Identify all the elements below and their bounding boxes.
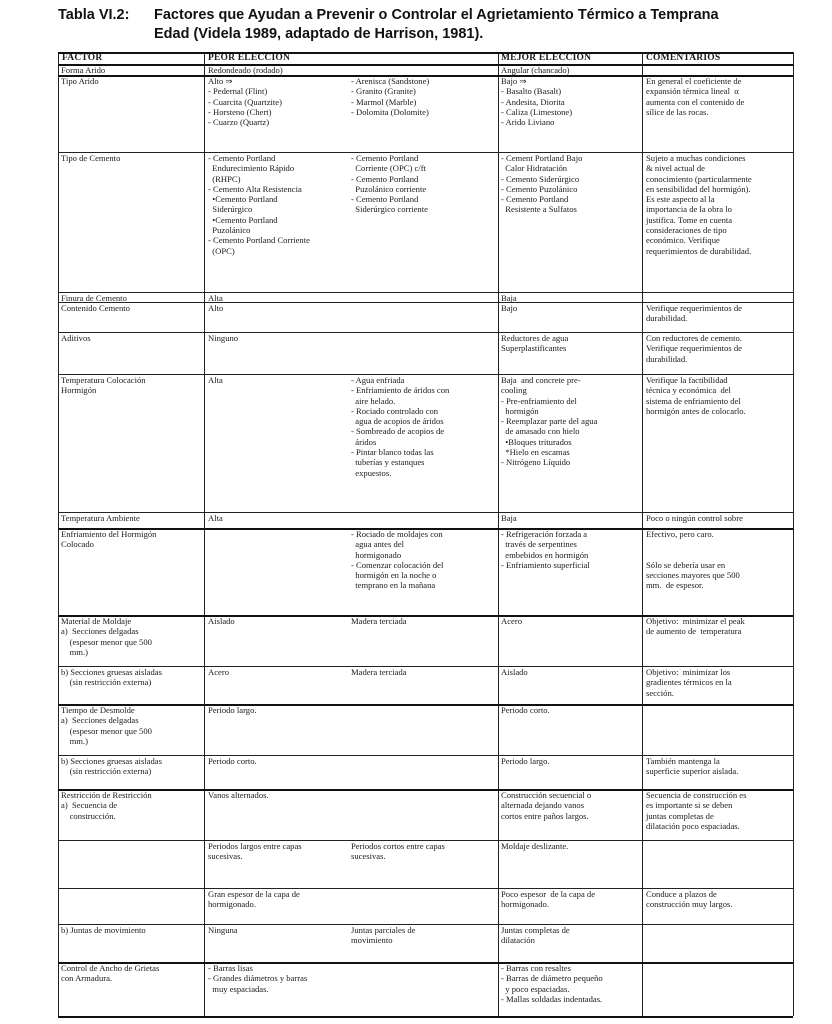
cell-coment: Poco o ningún control sobre [646, 513, 743, 523]
cell-peor2: - Agua enfriada - Enfriamiento de áridos con aire helado. - Rociado controlado con agua de acopios de áridos - Sombreado de acopios de áridos - Pintar blanco todas las tuberías y estanques expuestos. [351, 375, 450, 478]
cell-peor: Alta [208, 513, 223, 523]
cell-mejor: - Barras con resaltes - Barras de diámetro pequeño y poco espaciadas. - Mallas soldadas indentadas. [501, 963, 603, 1004]
cell-peor2: Madera terciada [351, 667, 407, 677]
cell-coment: Efectivo, pero caro. Sólo se debería usar en secciones mayores que 500 mm. de espesor. [646, 529, 740, 591]
column-divider [58, 52, 59, 1016]
header-mejor: MEJOR ELECCION [501, 53, 592, 63]
cell-mejor: Acero [501, 616, 522, 626]
cell-peor: Periodo corto. [208, 756, 257, 766]
row-divider [58, 704, 793, 706]
cell-peor: Alto ⇒ - Pedernal (Flint) - Cuarcita (Quartzite) - Horsteno (Chert) - Cuarzo (Quartz) [208, 76, 282, 128]
row-divider [58, 52, 793, 54]
cell-mejor: Baja [501, 513, 517, 523]
header-peor: PEOR ELECCION [208, 53, 291, 63]
cell-coment: Con reductores de cemento. Verifique requerimientos de durabilidad. [646, 333, 742, 364]
cell-mejor: Aislado [501, 667, 528, 677]
cell-peor: Alta [208, 293, 223, 303]
cell-peor: Acero [208, 667, 229, 677]
cell-mejor: Bajo [501, 303, 518, 313]
cell-peor: Periodo largo. [208, 705, 257, 715]
cell-peor: - Cemento Portland Endurecimiento Rápido (RHPC) - Cemento Alta Resistencia •Cemento Portland Siderúrgico •Cemento Portland Puzolánico - Cemento Portland Corriente (OPC) [208, 153, 310, 256]
column-divider [204, 52, 205, 1016]
cell-factor: Finura de Cemento [61, 293, 127, 303]
cell-coment: Secuencia de construcción es es importante si se deben juntas completas de dilatación poco espaciadas. [646, 790, 747, 831]
cell-factor: Temperatura Ambiente [61, 513, 140, 523]
cell-peor2: - Arenisca (Sandstone) - Granito (Granite) - Marmol (Marble) - Dolomita (Dolomite) [351, 76, 430, 117]
cell-factor: Tipo de Cemento [61, 153, 121, 163]
cell-factor: Contenido Cemento [61, 303, 130, 313]
cell-peor: Redondeado (rodado) [208, 65, 283, 75]
cell-factor: Restricción de Restricción a) Secuencia de construcción. [61, 790, 152, 821]
cell-factor: Tiempo de Desmolde a) Secciones delgadas (espesor menor que 500 mm.) [61, 705, 152, 746]
cell-mejor: Juntas completas de dilatación [501, 925, 570, 946]
cell-peor2: Juntas parciales de movimiento [351, 925, 416, 946]
cell-factor: b) Secciones gruesas aisladas (sin restricción externa) [61, 756, 162, 777]
cell-coment: También mantenga la superficie superior aislada. [646, 756, 739, 777]
cell-mejor: Periodo largo. [501, 756, 550, 766]
cell-factor: Temperatura Colocación Hormigón [61, 375, 146, 396]
cell-mejor: Baja and concrete pre- cooling - Pre-enfriamiento del hormigón - Reemplazar parte del agua de amasado con hielo •Bloques triturados *Hielo en escamas - Nitrógeno Líquido [501, 375, 598, 468]
cell-mejor: Baja [501, 293, 517, 303]
row-divider [58, 1016, 793, 1018]
cell-mejor: Angular (chancado) [501, 65, 570, 75]
cell-peor: Periodos largos entre capas sucesivas. [208, 841, 302, 862]
cell-peor: Alta [208, 375, 223, 385]
cell-factor: Material de Moldaje a) Secciones delgadas (espesor menor que 500 mm.) [61, 616, 152, 657]
cell-mejor: - Cement Portland Bajo Calor Hidratación - Cemento Siderúrgico - Cemento Puzolánico - Cemento Portland Resistente a Sulfatos [501, 153, 583, 215]
cell-peor2: Periodos cortos entre capas sucesivas. [351, 841, 445, 862]
cell-mejor: Periodo corto. [501, 705, 550, 715]
row-divider [58, 924, 793, 925]
caption-line2: Edad (Videla 1989, adaptado de Harrison, 1981). [154, 26, 484, 42]
cell-peor: Ninguno [208, 333, 239, 343]
header-factor: FACTOR [62, 53, 103, 63]
cell-mejor: Bajo ⇒ - Basalto (Basalt) - Andesita, Diorita - Caliza (Limestone) - Arido Liviano [501, 76, 573, 128]
cell-peor2: Madera terciada [351, 616, 407, 626]
row-divider [58, 292, 793, 293]
cell-mejor: Poco espesor de la capa de hormigonado. [501, 889, 596, 910]
cell-coment: Sujeto a muchas condiciones & nivel actual de conocimiento (particularmente en sensibilidad del hormigón). Es este aspecto al la importancia de la obra lo justifica. Tome en cuenta consideraciones de tipo económico. Verifique requerimientos de durabilidad. [646, 153, 752, 256]
cell-mejor: - Refrigeración forzada a través de serpentines embebidos en hormigón - Enfriamiento superficial [501, 529, 590, 570]
row-divider [58, 64, 793, 66]
cell-peor: Aislado [208, 616, 235, 626]
cell-coment: Verifique la factibilidad técnica y económica del sistema de enfriamiento del hormigón antes de colocarlo. [646, 375, 746, 416]
cell-coment: Verifique requerimientos de durabilidad. [646, 303, 742, 324]
cell-peor: - Barras lisas - Grandes diámetros y barras muy espaciadas. [208, 963, 308, 994]
cell-factor: Tipo Arido [61, 76, 99, 86]
column-divider [793, 52, 794, 1016]
column-divider [498, 52, 499, 1016]
cell-factor: Aditivos [61, 333, 91, 343]
cell-mejor: Construcción secuencial o alternada dejando vanos cortos entre paños largos. [501, 790, 592, 821]
table-caption [58, 6, 828, 44]
cell-peor: Alto [208, 303, 224, 313]
cell-coment: Objetivo: minimizar el peak de aumento de temperatura [646, 616, 745, 637]
cell-factor: Control de Ancho de Grietas con Armadura. [61, 963, 160, 984]
cell-factor: b) Secciones gruesas aisladas (sin restricción externa) [61, 667, 162, 688]
factors-table [58, 52, 794, 1016]
cell-peor2: - Cemento Portland Corriente (OPC) c/ft - Cemento Portland Puzolánico corriente - Cemento Portland Siderúrgico corriente [351, 153, 428, 215]
cell-mejor: Moldaje deslizante. [501, 841, 569, 851]
cell-peor: Gran espesor de la capa de hormigonado. [208, 889, 300, 910]
cell-coment: En general el coeficiente de expansión térmica lineal α aumenta con el contenido de sílice de las rocas. [646, 76, 745, 117]
cell-factor: b) Juntas de movimiento [61, 925, 146, 935]
cell-mejor: Reductores de agua Superplastificantes [501, 333, 569, 354]
cell-coment: Conduce a plazos de construcción muy largos. [646, 889, 733, 910]
header-comentarios: COMENTARIOS [646, 53, 721, 63]
column-divider [642, 52, 643, 1016]
cell-factor: Forma Arido [61, 65, 106, 75]
caption-line1: Factores que Ayudan a Prevenir o Controlar el Agrietamiento Térmico a Temprana [154, 7, 719, 23]
cell-coment: Objetivo: minimizar los gradientes térmicos en la sección. [646, 667, 732, 698]
caption-label: Tabla VI.2: [58, 7, 130, 23]
cell-peor: Ninguna [208, 925, 238, 935]
cell-factor: Enfriamiento del Hormigón Colocado [61, 529, 157, 550]
cell-peor: Vanos alternados. [208, 790, 269, 800]
cell-peor2: - Rociado de moldajes con agua antes del hormigonado - Comenzar colocación del hormigón en la noche o temprano en la mañana [351, 529, 444, 591]
row-divider [58, 962, 793, 964]
